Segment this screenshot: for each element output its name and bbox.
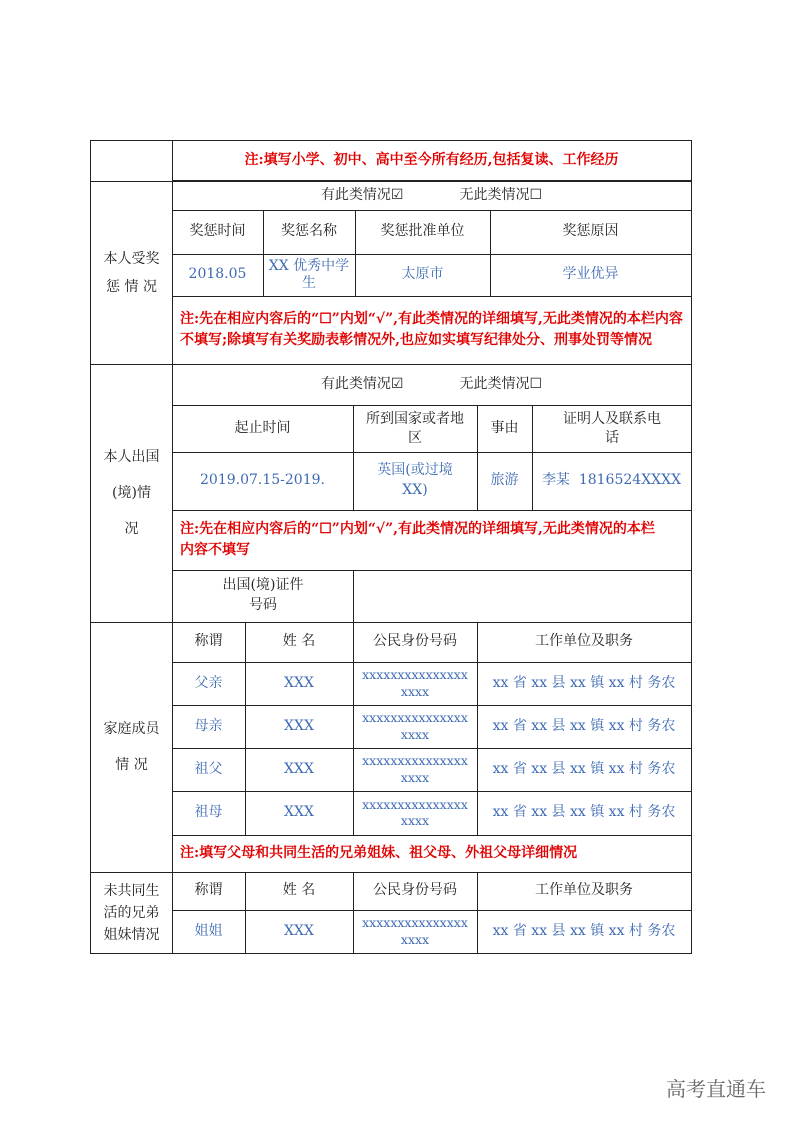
family-section-label xyxy=(91,622,172,872)
family-row-id: xxxxxxxxxxxxxxxxxxx xyxy=(362,753,468,785)
abroad-period-value: 2019.07.15-2019. xyxy=(200,472,325,489)
abroad-section-label xyxy=(91,364,172,622)
watermark-text: 高考直通车 xyxy=(666,1077,766,1101)
family-row-work: xx 省 xx 县 xx 镇 xx 村 务农 xyxy=(492,717,676,734)
family-row-relation: 父亲 xyxy=(194,674,223,691)
abroad-note: 注:先在相应内容后的“☐”内划“√”,有此类情况的详细填写,无此类情况的本栏内容不填写 xyxy=(180,521,655,558)
family-note: 注:填写父母和共同生活的兄弟姐妹、祖父母、外祖父母详细情况 xyxy=(180,845,578,861)
abroad-header-reason: 事由 xyxy=(490,420,519,437)
siblings-header-relation: 称谓 xyxy=(194,882,223,899)
abroad-contact-value: 李某 1816524XXXX xyxy=(541,472,682,489)
awards-label-line2: 惩 情 况 xyxy=(106,278,157,295)
family-label-line2: 情 况 xyxy=(115,757,148,773)
abroad-none-option[interactable]: 无此类情况☐ xyxy=(459,376,543,393)
family-label-line1: 家庭成员 xyxy=(103,721,160,737)
history-note: 注:填写小学、初中、高中至今所有经历,包括复读、工作经历 xyxy=(244,151,619,168)
siblings-header-id: 公民身份号码 xyxy=(373,882,457,899)
awards-name-value: XX 优秀中学生 xyxy=(268,257,350,291)
family-row-work: xx 省 xx 县 xx 镇 xx 村 务农 xyxy=(492,674,676,691)
awards-none-option[interactable]: 无此类情况☐ xyxy=(459,186,543,203)
family-row-id: xxxxxxxxxxxxxxxxxxx xyxy=(362,796,468,828)
awards-has-option[interactable]: 有此类情况☑ xyxy=(320,186,404,203)
siblings-header-name: 姓 名 xyxy=(282,882,316,899)
siblings-header-work: 工作单位及职务 xyxy=(535,882,633,899)
awards-unit-value: 太原市 xyxy=(401,266,444,283)
family-header-id: 公民身份号码 xyxy=(373,633,457,650)
abroad-label-line1: 本人出国 xyxy=(103,449,160,465)
siblings-label-line3: 姐妹情况 xyxy=(103,926,160,943)
family-row-name: XXX xyxy=(284,717,314,734)
awards-header-reason: 奖惩原因 xyxy=(562,223,619,240)
abroad-label-line2: (境)情 xyxy=(112,485,151,501)
awards-header-name: 奖惩名称 xyxy=(281,223,337,240)
awards-checkbox-row xyxy=(172,181,691,210)
abroad-header-contact: 证明人及联系电话 xyxy=(563,410,661,446)
siblings-section-label xyxy=(91,872,172,953)
family-row-id: xxxxxxxxxxxxxxxxxxx xyxy=(362,667,468,699)
abroad-passport-label: 出国(境)证件号码 xyxy=(222,577,304,613)
siblings-row-work: xx 省 xx 县 xx 镇 xx 村 务农 xyxy=(492,922,676,939)
abroad-has-option[interactable]: 有此类情况☑ xyxy=(320,376,404,393)
abroad-place-value: 英国(或过境XX) xyxy=(377,462,453,498)
abroad-label-line3: 况 xyxy=(124,521,139,537)
abroad-checkbox-row xyxy=(172,365,691,405)
awards-header-time: 奖惩时间 xyxy=(189,223,246,240)
awards-label-line1: 本人受奖 xyxy=(103,250,160,267)
abroad-reason-value: 旅游 xyxy=(490,472,519,489)
abroad-passport-value[interactable] xyxy=(353,570,691,622)
family-row-relation: 母亲 xyxy=(194,717,223,734)
awards-note: 注:先在相应内容后的“☐”内划“√”,有此类情况的详细填写,无此类情况的本栏内容不填写;除填写有关奖励表彰情况外,也应如实填写纪律处分、刑事处罚等情况 xyxy=(180,311,683,348)
family-row-work: xx 省 xx 县 xx 镇 xx 村 务农 xyxy=(492,760,676,777)
family-row-relation: 祖母 xyxy=(194,804,223,821)
family-row-name: XXX xyxy=(284,760,314,777)
siblings-row-name: XXX xyxy=(284,922,314,939)
abroad-header-period: 起止时间 xyxy=(234,419,291,436)
family-row-name: XXX xyxy=(284,804,314,821)
awards-header-unit: 奖惩批准单位 xyxy=(380,223,465,240)
family-row-work: xx 省 xx 县 xx 镇 xx 村 务农 xyxy=(492,804,676,821)
siblings-row-id: xxxxxxxxxxxxxxxxxxx xyxy=(362,915,468,947)
awards-time-value: 2018.05 xyxy=(188,266,247,283)
family-header-work: 工作单位及职务 xyxy=(535,633,633,650)
family-header-name: 姓 名 xyxy=(282,633,316,650)
siblings-label-line1: 未共同生 xyxy=(103,882,160,899)
family-row-id: xxxxxxxxxxxxxxxxxxx xyxy=(362,710,468,742)
family-header-relation: 称谓 xyxy=(194,633,223,650)
abroad-header-place: 所到国家或者地区 xyxy=(366,410,464,446)
awards-reason-value: 学业优异 xyxy=(562,266,619,283)
siblings-label-line2: 活的兄弟 xyxy=(103,904,160,921)
siblings-row-relation: 姐姐 xyxy=(194,922,223,939)
awards-section-label xyxy=(91,181,172,364)
family-row-name: XXX xyxy=(284,674,314,691)
family-row-relation: 祖父 xyxy=(194,760,223,777)
